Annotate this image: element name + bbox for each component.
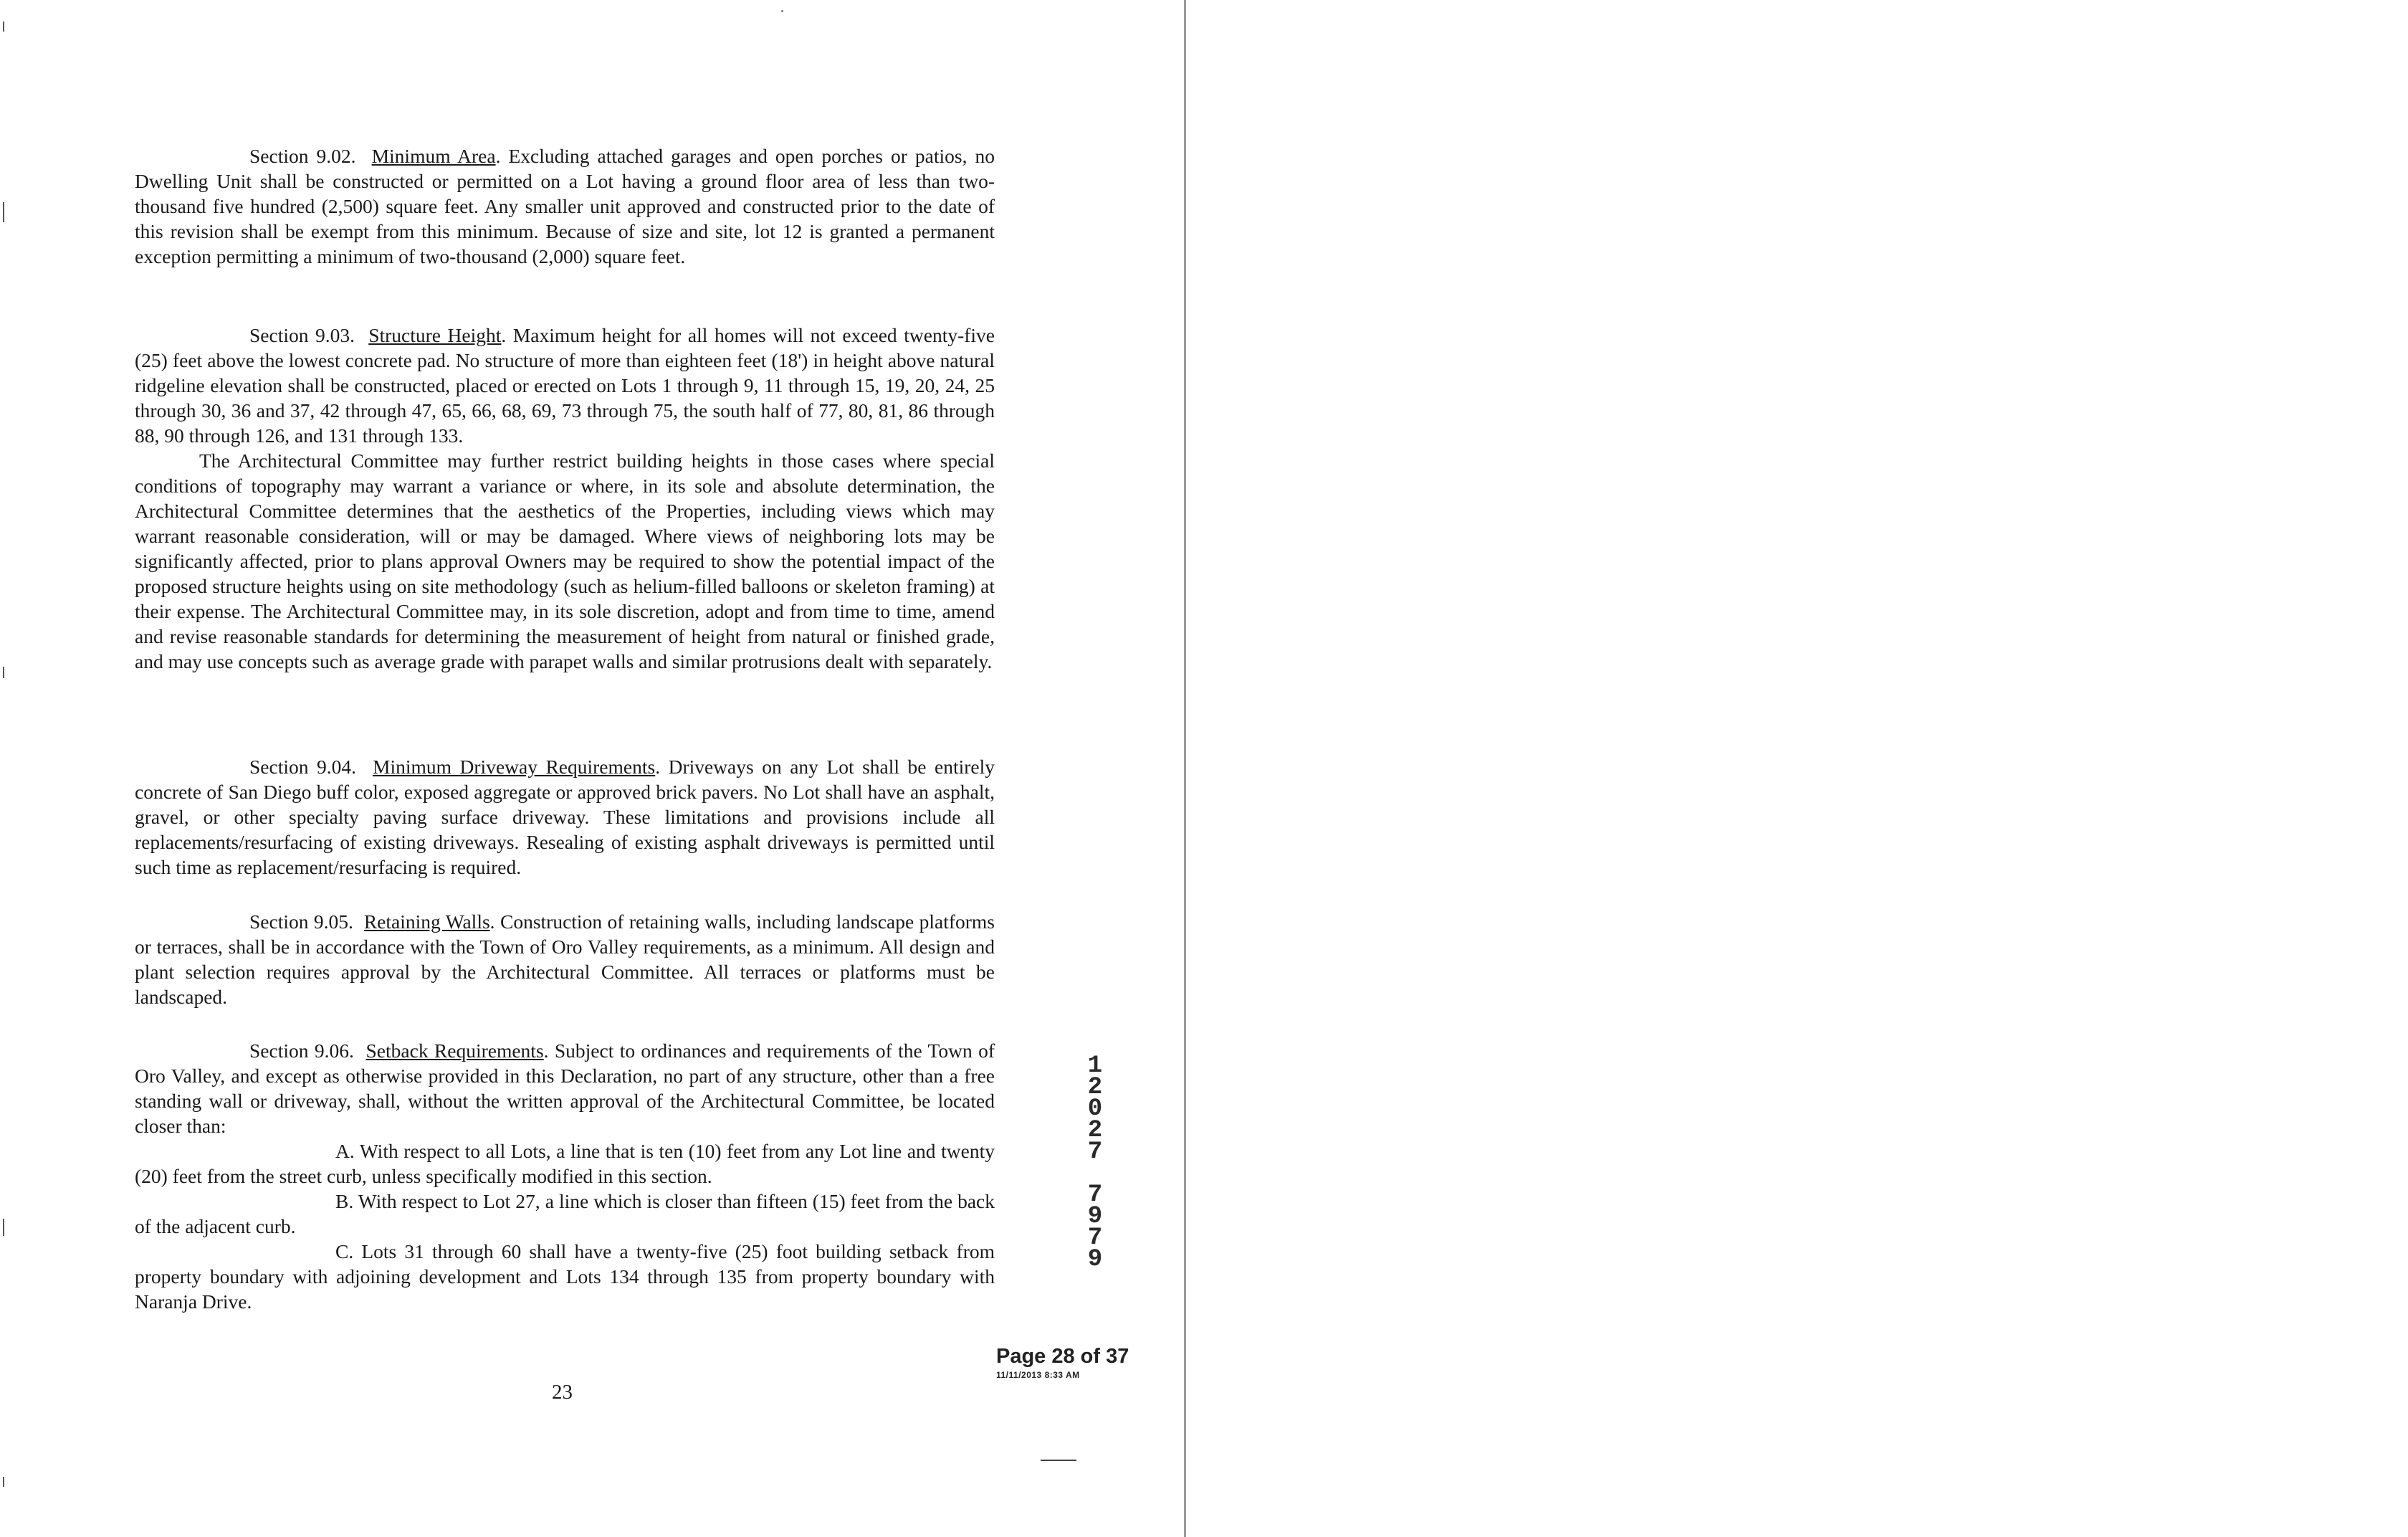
document-page-right-blank: [1186, 0, 2408, 1537]
section-heading: Structure Height: [368, 324, 502, 346]
section-9-02: [135, 143, 995, 269]
section-body: . Maximum height for all homes will not exceed twenty-five (25) feet above the lowest concrete pad. No structure of more than eighteen feet (18') in height above natural ridgeline elevation shall be constructed, placed or erected on Lots 1 through 9, 11 through 15, 19, 20, 24, 25 through 30, 36 and 37, 42 through 47, 65, 66, 68, 69, 73 through 75, the south half of 77, 80, 81, 86 through 88, 90 through 126, and 131 through 133.: [135, 324, 995, 447]
stamp-digit: 0: [1087, 1095, 1103, 1123]
scan-mark: [3, 1219, 4, 1236]
scan-speck: [781, 10, 783, 12]
section-label: Section 9.06.: [249, 1039, 354, 1062]
section-paragraph: [135, 909, 995, 1009]
section-paragraph: [135, 448, 995, 674]
subsection-b: [135, 1189, 995, 1239]
section-9-04: [135, 754, 995, 880]
subsection-text: A. With respect to all Lots, a line that is ten (10) feet from any Lot line and twenty (20) feet from the street curb, unless specifically modified in this section.: [135, 1140, 995, 1187]
scan-mark: [3, 667, 4, 678]
section-paragraph: [135, 143, 995, 269]
subsection-c: [135, 1239, 995, 1314]
page-counter: [996, 1345, 1129, 1380]
page-number: 23: [552, 1381, 573, 1404]
stamp-digit: 1: [1087, 1052, 1103, 1080]
section-label: Section 9.04.: [249, 756, 356, 778]
scan-mark: [3, 1477, 4, 1487]
recording-stamp: [1081, 1052, 1109, 1273]
section-label: Section 9.05.: [249, 910, 353, 933]
document-page-left: [0, 0, 1184, 1537]
stamp-digit: 9: [1087, 1203, 1103, 1230]
section-label: Section 9.03.: [249, 324, 355, 346]
section-paragraph: [135, 323, 995, 448]
section-heading: Retaining Walls: [363, 910, 490, 933]
scan-mark: [3, 22, 4, 32]
section-9-06: [135, 1038, 995, 1314]
stamp-digit: 2: [1087, 1074, 1103, 1101]
section-body: . Subject to ordinances and requirements of the Town of Oro Valley, and except as otherwise provided in this Declaration, no part of any structure, other than a free standing wall or driveway, shall, without the written approval of the Architectural Committee, be located closer than:: [135, 1039, 995, 1137]
subsection-text: B. With respect to Lot 27, a line which is closer than fifteen (15) feet from the back of the adjacent curb.: [135, 1190, 995, 1237]
subsection-text: C. Lots 31 through 60 shall have a twenty-five (25) foot building setback from property boundary with adjoining development and Lots 134 through 135 from property boundary with Naranja Drive.: [135, 1240, 995, 1313]
section-body: . Driveways on any Lot shall be entirely concrete of San Diego buff color, exposed aggregate or approved brick pavers. No Lot shall have an asphalt, gravel, or other specialty paving surface driveway. These limitations and provisions include all replacements/resurfacing of existing driveways. Resealing of existing asphalt driveways is permitted until such time as replacement/resurfacing is required.: [135, 756, 995, 878]
stamp-digit: 7: [1087, 1138, 1103, 1166]
stamp-digit: 2: [1087, 1117, 1103, 1144]
section-paragraph: [135, 754, 995, 880]
page-count-label: Page 28 of 37: [996, 1345, 1129, 1368]
subsection-a: [135, 1138, 995, 1189]
stamp-digit: 7: [1087, 1181, 1103, 1209]
section-heading: Setback Requirements: [366, 1039, 544, 1062]
stamp-digit: 7: [1087, 1224, 1103, 1252]
page-timestamp: 11/11/2013 8:33 AM: [996, 1370, 1080, 1380]
section-body-continued: The Architectural Committee may further restrict building heights in those cases where special conditions of topography may warrant a variance or where, in its sole and absolute determination, the Architectural Committee determines that the aesthetics of the Properties, including views which may warrant reasonable consideration, will or may be damaged. Where views of neighboring lots may be significantly affected, prior to plans approval Owners may be required to show the potential impact of the proposed structure heights using on site methodology (such as helium-filled balloons or skeleton framing) at their expense. The Architectural Committee may, in its sole discretion, adopt and from time to time, amend and revise reasonable standards for determining the measurement of height from natural or finished grade, and may use concepts such as average grade with parapet walls and similar protrusions dealt with separately.: [135, 449, 995, 672]
section-9-03: [135, 323, 995, 674]
section-label: Section 9.02.: [249, 145, 356, 167]
section-heading: Minimum Area: [371, 145, 496, 167]
section-paragraph: [135, 1038, 995, 1138]
section-body: . Construction of retaining walls, including landscape platforms or terraces, shall be in accordance with the Town of Oro Valley requirements, as a minimum. All design and plant selection requires approval by the Architectural Committee. All terraces or platforms must be landscaped.: [135, 910, 995, 1008]
stamp-digit: 9: [1087, 1246, 1103, 1273]
scan-dash: [1041, 1460, 1076, 1461]
scan-mark: [3, 202, 4, 222]
section-heading: Minimum Driveway Requirements: [373, 756, 656, 778]
section-body: . Excluding attached garages and open porches or patios, no Dwelling Unit shall be constructed or permitted on a Lot having a ground floor area of less than two-thousand five hundred (2,500) square feet. Any smaller unit approved and constructed prior to the date of this revision shall be exempt from this minimum. Because of size and site, lot 12 is granted a permanent exception permitting a minimum of two-thousand (2,000) square feet.: [135, 145, 995, 267]
section-9-05: [135, 909, 995, 1009]
